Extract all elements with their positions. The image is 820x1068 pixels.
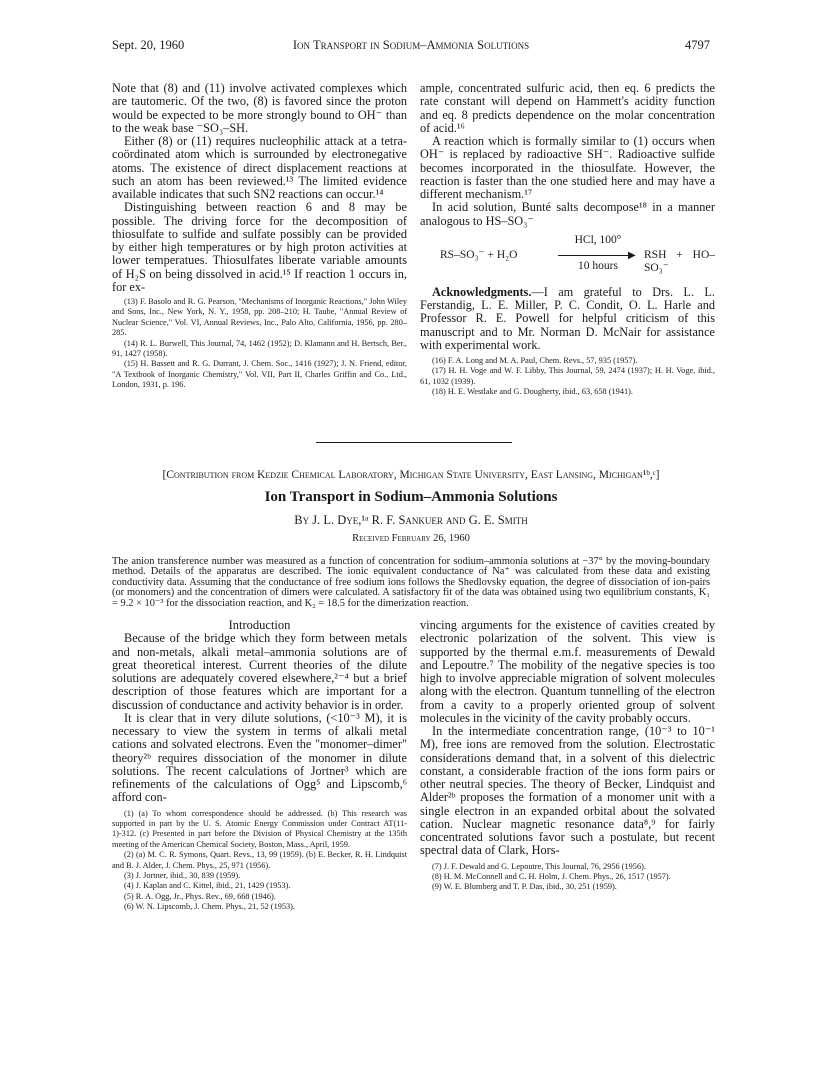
article-title: Ion Transport in Sodium–Ammonia Solutions xyxy=(264,489,558,505)
article-authors: By J. L. Dye,¹ᵃ R. F. Sankuer and G. E. Smith xyxy=(294,513,528,527)
paragraph: A reaction which is formally similar to (1) occurs when OH⁻ is replaced by radioactive SH⁻. Radioactive sulfide becomes incorporated in the thiosulfate. However, the reaction is faster than the one studied here and may have a different mechanism.¹⁷ xyxy=(420,134,715,201)
footnotes xyxy=(112,809,407,913)
footnote: (18) H. E. Westlake and G. Dougherty, ibid., 63, 658 (1941). xyxy=(432,387,633,397)
abstract: The anion transference number was measured as a function of concentration for sodium–ammonia solutions at −37° by the moving-boundary method. Details of the apparatus are described. The ionic equivalent conductance of Na⁺ was calculated from these data and existing conductivity data. Assuming that the conductance of free sodium ions follows the Shedlovsky equation, the degree of dissociation of ion-pairs (or monomers) and the concentration of dimers were calculated. A satisfactory fit of the data was obtained using two equilibrium constants, K₁ = 9.2 × 10⁻³ for the dissociation reaction, and K₂ = 18.5 for the dimerization reaction. xyxy=(112,556,710,609)
previous-article-left-column xyxy=(112,82,407,391)
paragraph: Either (8) or (11) requires nucleophilic attack at a tetra-coördinated atom which is surrounded by electronegative atoms. The existence of direct displacement reactions at such an atom has been reviewed.¹³ The limited evidence available indicates that such SN2 reactions can occur.¹⁴ xyxy=(112,134,407,201)
running-header xyxy=(112,38,710,54)
received-date: Received February 26, 1960 xyxy=(352,533,470,544)
footnote: (5) R. A. Ogg, Jr., Phys. Rev., 69, 668 (1946). xyxy=(124,891,276,901)
paragraph: vincing arguments for the existence of cavities created by electronic polarization of the solvent. This view is supported by the thermal e.m.f. measurements of Dewald and Lepoutre.⁷ The mobility of the negative species is too high to involve appreciable migration of solvent molecules along with the electron. Quantum tunnelling of the electron from a cavity to a properly oriented group of solvent molecules in the vicinity of the cavity probably occurs. xyxy=(420,618,715,725)
arrow-shaft xyxy=(558,255,630,256)
header-page-number: 4797 xyxy=(685,38,710,52)
reaction-arrow xyxy=(558,232,638,278)
footnote: (14) R. L. Burwell, This Journal, 74, 1462 (1952); D. Klamann and H. Bertsch, Ber., 91, 1427 (1958). xyxy=(112,338,407,359)
paragraph: Distinguishing between reaction 6 and 8 may be possible. The driving force for the decomposition of thiosulfate to sulfide and sulfate possibly can be provided by either high temperatures or by high proton activities at lower temperatues. Thiosulfates liberate variable amounts of H₂S on being dissolved in acid.¹⁵ If reaction 1 occurs in, for ex- xyxy=(112,200,407,294)
footnote: (6) W. N. Lipscomb, J. Chem. Phys., 21, 52 (1953). xyxy=(124,902,296,912)
section-heading: Introduction xyxy=(228,618,291,632)
acknowledgments xyxy=(420,286,715,352)
footnotes xyxy=(112,297,407,391)
footnote: (4) J. Kaplan and C. Kittel, ibid., 21, 1429 (1953). xyxy=(124,881,291,891)
paragraph: In the intermediate concentration range, (10⁻³ to 10⁻¹ M), free ions are removed from the solution. Electrostatic considerations demand that, in a solvent of this dielectric constant, a considerable fraction of the ions form pairs or other neutral species. The theory of Becker, Lindquist and Alder²ᵇ proposes the formation of a monomer unit with a single electron in an expanded orbital about the solvated cation. Nuclear magnetic resonance data⁸,⁹ for fairly concentrated solutions favor such a postulate, but recent spectral data of Clark, Hors- xyxy=(420,724,715,858)
equation-products: RSH + HO–SO₃⁻ xyxy=(644,248,715,274)
article-divider xyxy=(316,442,512,443)
contribution-line: [Contribution from Kedzie Chemical Laboratory, Michigan State University, East Lansing, Michigan¹ᵇ,ᶜ] xyxy=(162,469,660,481)
article-left-column xyxy=(112,619,407,913)
footnote: (17) H. H. Voge and W. F. Libby, This Journal, 59, 2474 (1937); H. H. Voge, ibid., 61, 1032 (1939). xyxy=(420,366,715,386)
previous-article-right-column xyxy=(420,82,715,398)
footnote: (8) H. M. McConnell and C. H. Holm, J. Chem. Phys., 26, 1517 (1957). xyxy=(432,871,671,881)
paragraph: Note that (8) and (11) involve activated complexes which are tautomeric. Of the two, (8) is favored since the proton would be expected to be more strongly bound to OH⁻ than to the weak base ⁻SO₃–SH. xyxy=(112,81,407,135)
article-right-column xyxy=(420,619,715,893)
footnote: (1) (a) To whom correspondence should be addressed. (b) This research was supported in part by the U. S. Atomic Energy Commission under Contract AT(11-1)-312. (c) Presented in part before the Division of Physical Chemistry at the 135th meeting of the American Chemical Society, Boston, Mass., April, 1959. xyxy=(112,808,407,849)
paragraph: Because of the bridge which they form between metals and non-metals, alkali metal–ammonia solutions are of great theoretical interest. Current theories of the dilute solutions are adequately covered elsewhere,²⁻⁴ but a brief description of those features which are important for a discussion of conductance and activity behavior is in order. xyxy=(112,631,407,712)
footnote: (9) W. E. Blumberg and T. P. Das, ibid., 30, 251 (1959). xyxy=(432,882,617,892)
paragraph: ample, concentrated sulfuric acid, then eq. 6 predicts the rate constant will depend on Hammett's acidity function and eq. 8 predicts dependence on the molar concentration of acid.¹⁶ xyxy=(420,81,715,135)
paragraph: It is clear that in very dilute solutions, (<10⁻³ M), it is necessary to view the system in terms of alkali metal cations and solvated electrons. Even the "monomer–dimer" theory²ᵇ requires dissociation of the monomer in dilute solutions. The recent calculations of Jortner³ which are refinements of the calculations of Ogg⁵ and Lipscomb,⁶ afford con- xyxy=(112,710,407,805)
acknowledgments-text: —I am grateful to Drs. L. L. Ferstandig, L. E. Miller, P. C. Condit, O. L. Harle and Professor R. E. Powell for helpful criticism of this manuscript and to Mr. Norman D. McNair for assistance with experimental work. xyxy=(420,284,715,352)
reaction-equation xyxy=(420,232,715,278)
paragraph: In acid solution, Bunté salts decompose¹⁸ in a manner analogous to HS–SO₃⁻ xyxy=(420,200,715,228)
footnotes xyxy=(420,862,715,893)
header-date: Sept. 20, 1960 xyxy=(112,38,185,52)
footnote: (7) J. F. Dewald and G. Lepoutre, This Journal, 76, 2956 (1956). xyxy=(432,861,646,871)
footnote: (16) F. A. Long and M. A. Paul, Chem. Revs., 57, 935 (1957). xyxy=(432,356,638,365)
header-running-title: Ion Transport in Sodium–Ammonia Solutions xyxy=(292,38,530,52)
equation-duration: 10 hours xyxy=(578,259,618,272)
footnote: (3) J. Jortner, ibid., 30, 839 (1959). xyxy=(124,870,241,880)
footnotes xyxy=(420,356,715,398)
footnote: (2) (a) M. C. R. Symons, Quart. Revs., 13, 99 (1959). (b) E. Becker, R. H. Lindquist and B. J. Alder, J. Chem. Phys., 25, 971 (1956). xyxy=(112,850,407,870)
footnote: (13) F. Basolo and R. G. Pearson, "Mechanisms of Inorganic Reactions," John Wiley and Sons, Inc., New York, N. Y., 1958, pp. 208–210; H. Taube, "Annual Review of Nuclear Science," Vol. VI, Annual Reviews, Inc., Palo Alto, California, 1956, pp. 280–285. xyxy=(112,297,407,338)
acknowledgments-label: Acknowledgments. xyxy=(432,284,532,299)
footnote: (15) H. Bassett and R. G. Durrant, J. Chem. Soc., 1416 (1927); J. N. Friend, editor, "A Textbook of Inorganic Chemistry," Vol. VII, Part II, Charles Griffin and Co., Ltd., London, 1931, p. 196. xyxy=(112,359,407,390)
equation-conditions: HCl, 100° xyxy=(574,233,622,246)
equation-reactants: RS–SO₃⁻ + H₂O xyxy=(440,248,518,261)
arrow-head-icon: ▶ xyxy=(628,249,636,261)
